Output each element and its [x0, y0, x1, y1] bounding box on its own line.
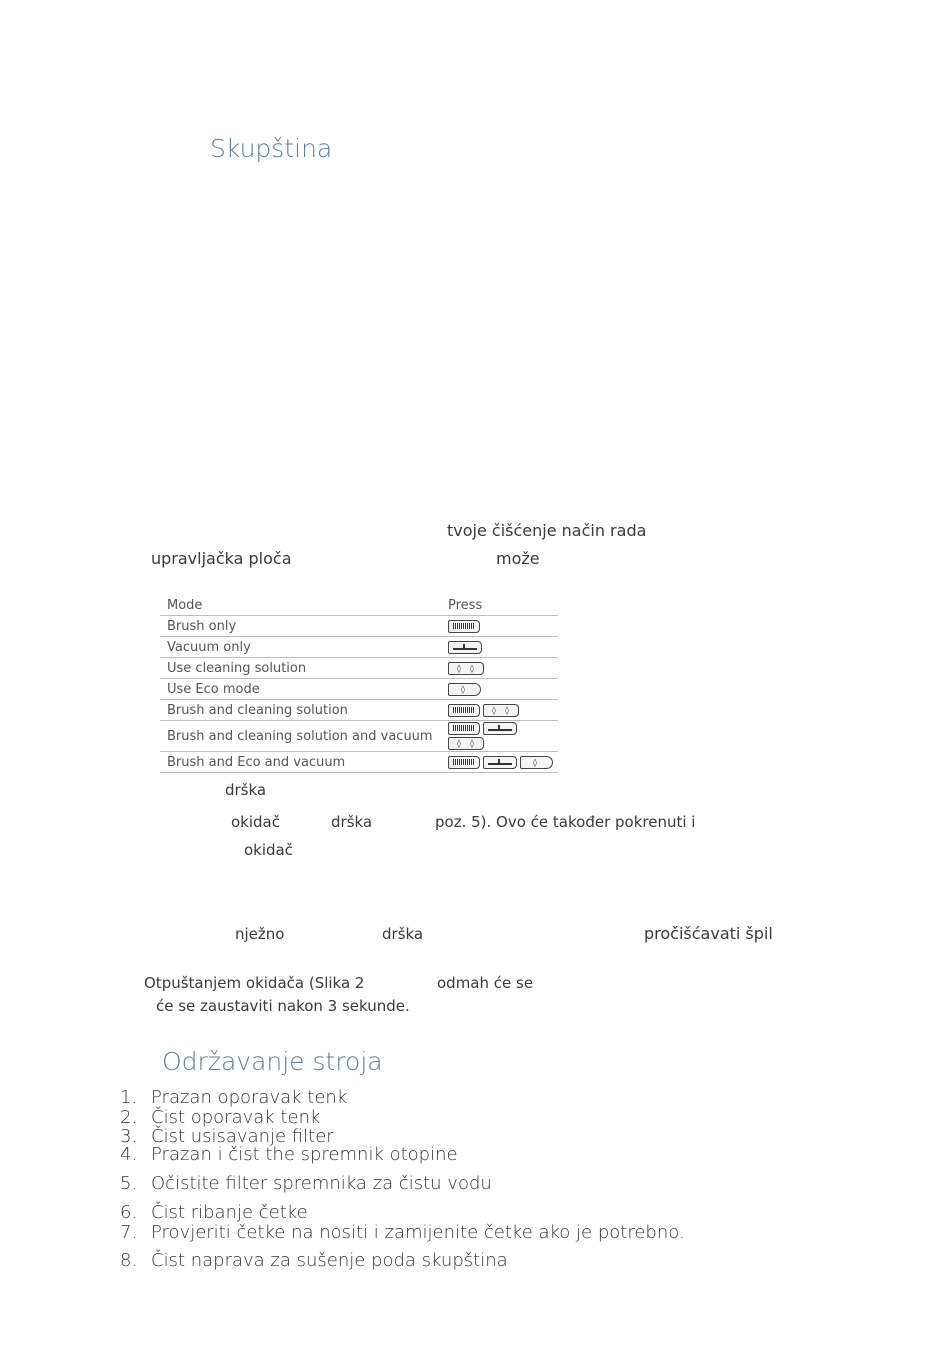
text-trigger-1: okidač	[231, 813, 280, 831]
maintenance-item	[120, 1173, 492, 1194]
maintenance-item-text: Prazan oporavak tenk	[151, 1087, 348, 1108]
maintenance-item-text: Čist usisavanje filter	[151, 1126, 334, 1147]
maintenance-item-number: 3.	[120, 1126, 138, 1147]
solution-button-icon: ◊ ◊	[448, 737, 484, 750]
brush-button-icon	[448, 756, 480, 769]
maintenance-item-text: Prazan i čist the spremnik otopine	[151, 1144, 458, 1165]
text-stop: će se zaustaviti nakon 3 sekunde.	[156, 997, 410, 1015]
maintenance-item-text: Čist oporavak tenk	[151, 1107, 321, 1128]
solution-button-icon: ◊ ◊	[483, 704, 519, 717]
brush-button-icon	[448, 620, 480, 633]
maintenance-item	[120, 1087, 347, 1108]
brush-button-icon	[448, 704, 480, 717]
brush-button-icon	[448, 722, 480, 735]
mode-label: Brush and cleaning solution	[160, 700, 448, 721]
mode-press-buttons	[448, 637, 558, 658]
mode-table-row	[160, 637, 558, 658]
text-control-panel: upravljačka ploča	[151, 549, 292, 568]
mode-press-buttons	[448, 721, 558, 752]
maintenance-item-number: 1.	[120, 1087, 138, 1108]
text-trigger-2: okidač	[244, 841, 293, 859]
text-purge: pročišćavati špil	[644, 924, 773, 943]
mode-table-row	[160, 658, 558, 679]
maintenance-item	[120, 1250, 508, 1271]
text-immediately: odmah će se	[437, 974, 534, 992]
vacuum-button-icon	[448, 641, 482, 654]
section-heading-assembly: Skupština	[210, 134, 333, 163]
maintenance-item	[120, 1202, 308, 1223]
vacuum-button-icon	[483, 756, 517, 769]
mode-press-buttons	[448, 679, 558, 700]
text-gently: nježno	[235, 925, 285, 943]
text-handle-1: drška	[225, 781, 267, 799]
mode-table-row	[160, 721, 558, 752]
mode-press-buttons	[448, 616, 558, 637]
maintenance-item	[120, 1107, 320, 1128]
maintenance-item-number: 8.	[120, 1250, 138, 1271]
mode-press-buttons	[448, 752, 558, 773]
text-mode-fragment: tvoje čišćenje način rada	[447, 521, 647, 540]
mode-table-row	[160, 752, 558, 773]
text-may: može	[496, 549, 540, 568]
mode-table-row	[160, 679, 558, 700]
maintenance-item-text: Provjeriti četke na nositi i zamijenite četke ako je potrebno.	[151, 1222, 685, 1243]
mode-label: Use cleaning solution	[160, 658, 448, 679]
vacuum-button-icon	[483, 722, 517, 735]
mode-label: Brush and cleaning solution and vacuum	[160, 721, 448, 752]
maintenance-item-number: 5.	[120, 1173, 138, 1194]
maintenance-item	[120, 1222, 685, 1243]
mode-table	[160, 595, 558, 773]
maintenance-item-text: Čist ribanje četke	[151, 1202, 308, 1223]
eco-button-icon: ◊	[448, 683, 481, 696]
eco-button-icon: ◊	[520, 756, 553, 769]
text-release: Otpuštanjem okidača (Slika 2	[144, 974, 365, 992]
section-heading-maintenance: Održavanje stroja	[162, 1047, 383, 1076]
header-press: Press	[448, 595, 558, 616]
text-position: poz. 5). Ovo će također pokrenuti i	[435, 813, 696, 831]
maintenance-item-number: 7.	[120, 1222, 138, 1243]
mode-label: Vacuum only	[160, 637, 448, 658]
mode-label: Brush and Eco and vacuum	[160, 752, 448, 773]
mode-label: Use Eco mode	[160, 679, 448, 700]
maintenance-item-text: Čist naprava za sušenje poda skupština	[151, 1250, 508, 1271]
solution-button-icon: ◊ ◊	[448, 662, 484, 675]
header-mode: Mode	[160, 595, 448, 616]
maintenance-item	[120, 1144, 458, 1165]
mode-table-header	[160, 595, 558, 616]
mode-press-buttons	[448, 658, 558, 679]
mode-table-row	[160, 700, 558, 721]
maintenance-item-number: 2.	[120, 1107, 138, 1128]
mode-table-row	[160, 616, 558, 637]
mode-press-buttons	[448, 700, 558, 721]
mode-label: Brush only	[160, 616, 448, 637]
maintenance-item-number: 4.	[120, 1144, 138, 1165]
maintenance-item-text: Očistite filter spremnika za čistu vodu	[151, 1173, 492, 1194]
text-handle-3: drška	[382, 925, 424, 943]
maintenance-item-number: 6.	[120, 1202, 138, 1223]
text-handle-2: drška	[331, 813, 373, 831]
